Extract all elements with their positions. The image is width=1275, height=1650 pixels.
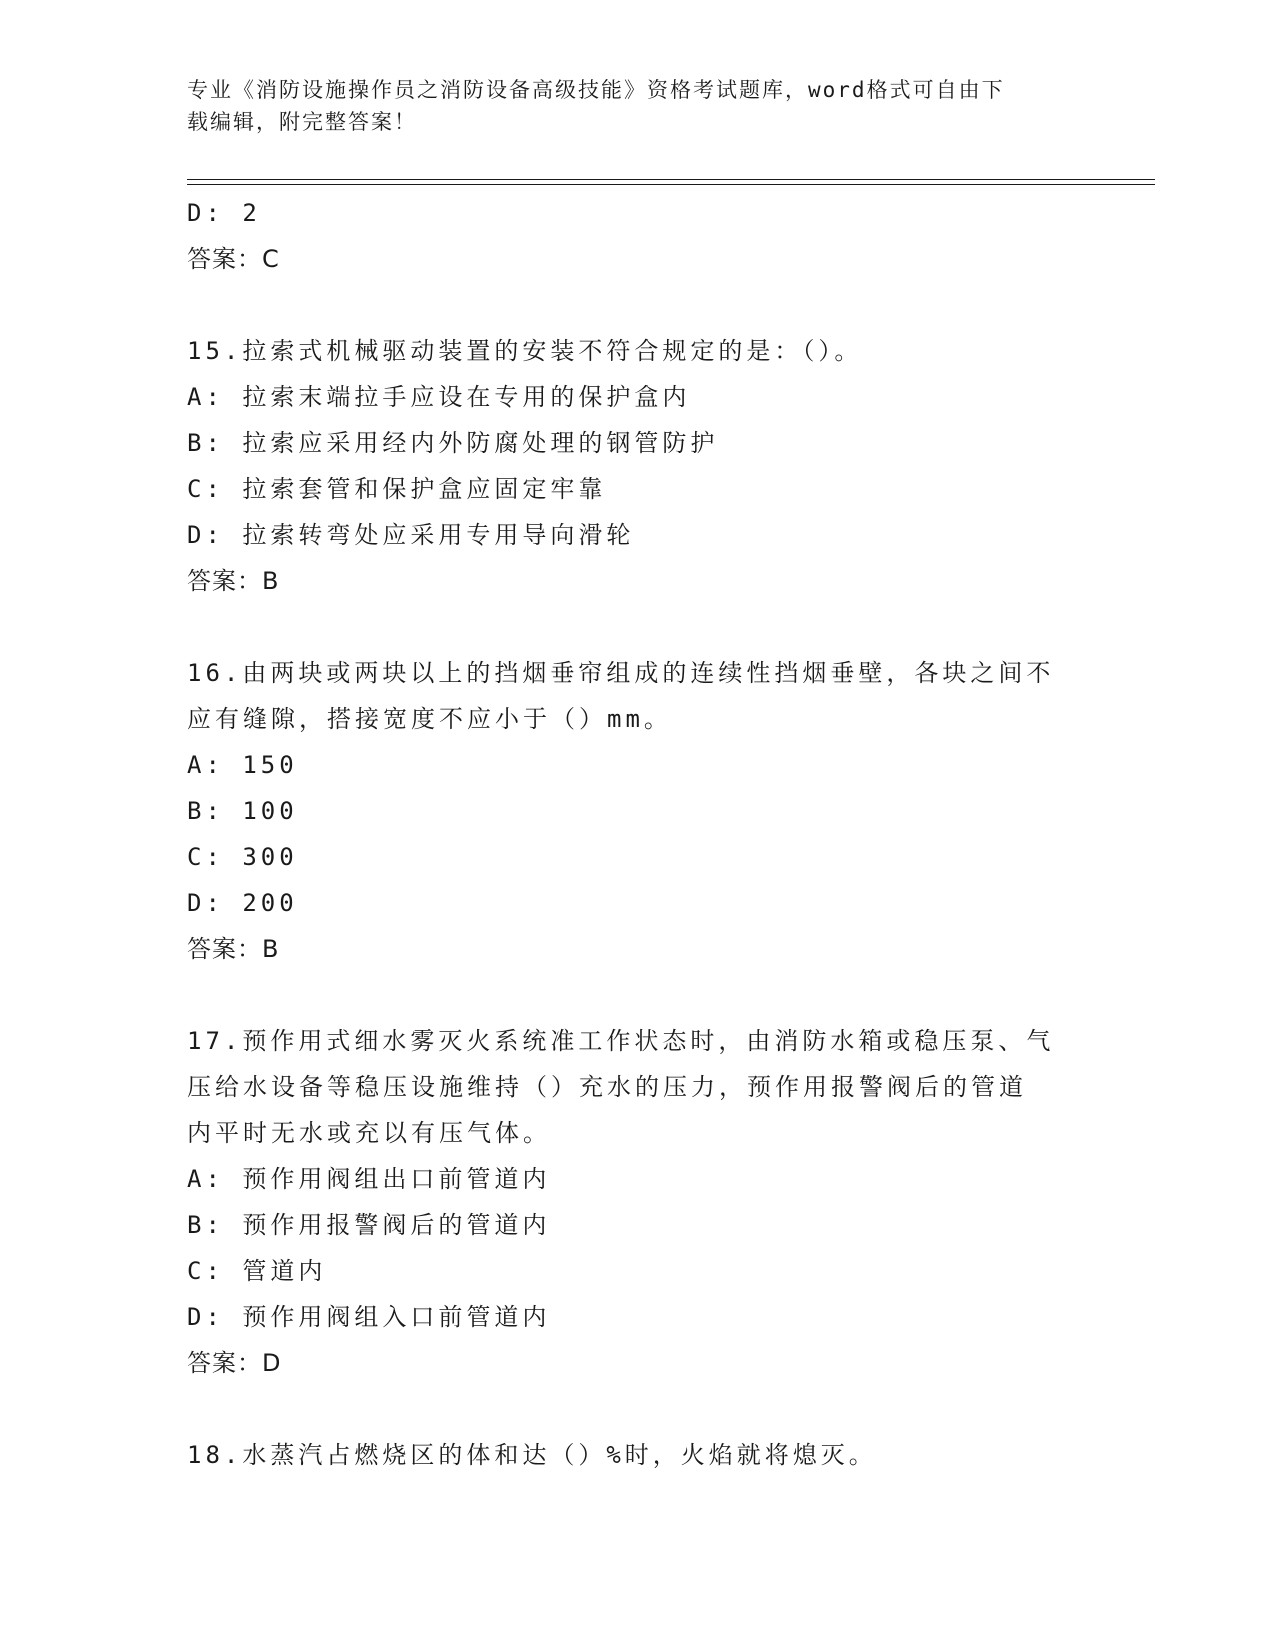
question-18 [187, 1432, 1087, 1478]
spacer [187, 972, 1087, 1018]
answer: 答案：D [187, 1349, 282, 1377]
option-d: D: 预作用阀组入口前管道内 [187, 1303, 551, 1331]
answer: 答案：B [187, 935, 280, 963]
header-line-1: 专业《消防设施操作员之消防设备高级技能》资格考试题库，word格式可自由下 [187, 78, 1005, 102]
header-rule-top [187, 179, 1155, 180]
option-c: C: 管道内 [187, 1257, 327, 1285]
option-b: B: 100 [187, 797, 298, 825]
option-a: A: 预作用阀组出口前管道内 [187, 1165, 551, 1193]
option-c: C: 拉索套管和保护盒应固定牢靠 [187, 475, 607, 503]
prev-option-d: D: 2 [187, 199, 261, 227]
question-17 [187, 1018, 1087, 1386]
header-rule-bottom [187, 184, 1155, 185]
spacer [187, 1386, 1087, 1432]
question-text: 16.由两块或两块以上的挡烟垂帘组成的连续性挡烟垂壁，各块之间不 [187, 659, 1055, 687]
question-16 [187, 650, 1087, 972]
answer: 答案：B [187, 567, 280, 595]
question-text: 应有缝隙，搭接宽度不应小于（）mm。 [187, 705, 672, 733]
question-text: 15.拉索式机械驱动装置的安装不符合规定的是：（）。 [187, 337, 863, 365]
spacer [187, 604, 1087, 650]
option-d: D: 200 [187, 889, 298, 917]
question-15 [187, 328, 1087, 604]
option-a: A: 拉索末端拉手应设在专用的保护盒内 [187, 383, 691, 411]
option-b: B: 预作用报警阀后的管道内 [187, 1211, 551, 1239]
question-text: 17.预作用式细水雾灭火系统准工作状态时，由消防水箱或稳压泵、气 [187, 1027, 1055, 1055]
option-a: A: 150 [187, 751, 298, 779]
prev-answer: 答案：C [187, 245, 280, 273]
header-line-2: 载编辑，附完整答案！ [187, 110, 417, 134]
spacer [187, 282, 1087, 328]
option-b: B: 拉索应采用经内外防腐处理的钢管防护 [187, 429, 719, 457]
question-text: 内平时无水或充以有压气体。 [187, 1119, 551, 1147]
question-text: 18.水蒸汽占燃烧区的体和达（）%时，火焰就将熄灭。 [187, 1441, 877, 1469]
option-c: C: 300 [187, 843, 298, 871]
question-content [187, 190, 1087, 1478]
question-text: 压给水设备等稳压设施维持（）充水的压力，预作用报警阀后的管道 [187, 1073, 1027, 1101]
page-header [187, 74, 1067, 138]
option-d: D: 拉索转弯处应采用专用导向滑轮 [187, 521, 635, 549]
